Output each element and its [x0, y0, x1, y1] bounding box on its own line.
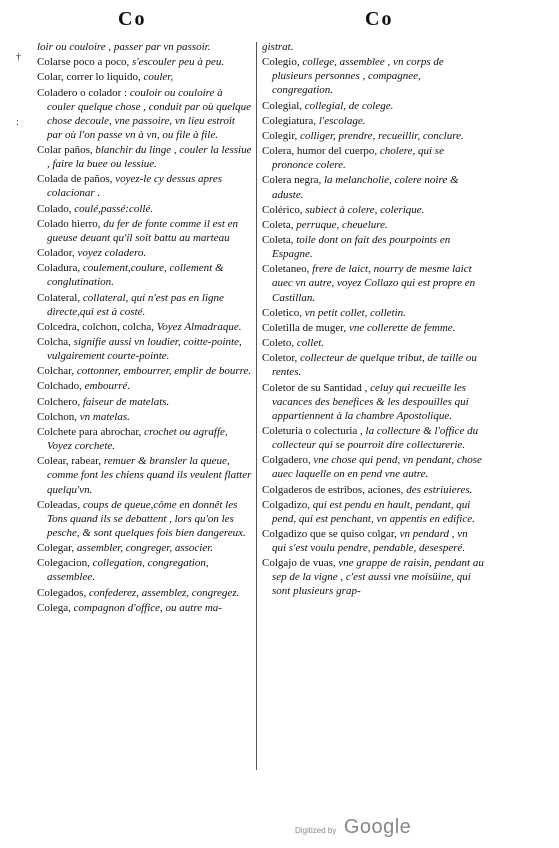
entry-headword: Colegar,	[37, 542, 77, 555]
dictionary-entry	[37, 217, 252, 245]
entry-headword: Colegio,	[262, 56, 303, 69]
entry-translation: Voyez Almadraque.	[156, 320, 242, 333]
entry-headword: Coleto,	[262, 337, 297, 350]
entry-headword: Coletilla de muger,	[262, 321, 349, 334]
dictionary-entry	[37, 261, 252, 289]
entry-headword: Coladura,	[37, 262, 83, 275]
dictionary-entry	[262, 381, 484, 423]
running-head-left: Co	[118, 8, 147, 30]
dictionary-entry	[262, 336, 484, 350]
entry-translation: colliger, prendre, recueillir, conclure.	[300, 129, 464, 142]
entry-headword: Colado,	[37, 202, 75, 215]
entry-translation: vn petit collet, colletin.	[304, 306, 406, 319]
dictionary-entry	[37, 454, 252, 496]
entry-translation: vne grappe de raisin, pendant au sep de la vigne , c'est aussi vne moisüine, qui sont plusieurs grap-	[272, 557, 484, 598]
entry-headword: Colador,	[37, 247, 78, 260]
dictionary-entry	[37, 143, 252, 171]
dictionary-entry	[262, 527, 484, 555]
dictionary-entry	[262, 351, 484, 379]
dictionary-entry	[262, 40, 484, 54]
entry-headword: Colchar,	[37, 365, 77, 378]
entry-headword: Coleta,	[262, 234, 297, 247]
entry-headword: Colchon,	[37, 410, 80, 423]
entry-translation: college, assemblee , vn corps de plusieurs personnes , compagnee, congregation.	[272, 56, 444, 97]
dictionary-entry	[37, 55, 252, 69]
entry-translation: embourré.	[84, 380, 131, 393]
dictionary-entry	[37, 320, 252, 334]
dictionary-entry	[37, 172, 252, 200]
entry-headword: Colateral,	[37, 291, 83, 304]
dictionary-entry	[262, 144, 484, 172]
entry-headword: Coletor,	[262, 352, 301, 365]
entry-translation: collet.	[296, 337, 325, 350]
digitized-footer	[295, 816, 411, 839]
dictionary-entry	[262, 218, 484, 232]
column-rule	[256, 42, 257, 770]
dictionary-entry	[262, 173, 484, 201]
dictionary-entry	[262, 453, 484, 481]
entry-translation: voyez coladero.	[77, 247, 147, 260]
entry-headword: Coleturia o colecturia ,	[262, 424, 366, 437]
entry-translation: faiseur de matelats.	[82, 395, 170, 408]
entry-translation: s'escouler peu à peu.	[132, 56, 225, 69]
entry-headword: Colcedra, colchon, colcha,	[37, 320, 157, 333]
entry-headword: Colgadero,	[262, 454, 314, 467]
dictionary-entry	[37, 70, 252, 84]
entry-headword: Colarse poco a poco,	[37, 56, 132, 69]
entry-headword: Colear, rabear,	[37, 455, 104, 468]
entry-translation: blanchir du linge , couler la lessiue , faire la buee ou lessiue.	[47, 144, 252, 171]
entry-headword: Coletico,	[262, 306, 305, 319]
entry-translation: collegial, de colege.	[304, 99, 394, 112]
entry-translation: vn pendard , vn qui s'est voulu pendre, pendable, desesperé.	[272, 527, 468, 555]
entry-translation: crochet ou agraffe, Voyez corchete.	[47, 426, 228, 453]
entry-translation: qui est pendu en hault, pendant, qui pend, qui est penchant, vn appentis en edifice.	[272, 498, 475, 525]
entry-headword: Colegados,	[37, 586, 89, 599]
dictionary-entry	[262, 114, 484, 128]
entry-headword: Colegacion,	[37, 557, 93, 570]
entry-headword: Colgadizo que se quiso colgar,	[262, 527, 400, 540]
entry-translation: cholere, qui se prononce colere.	[272, 145, 444, 172]
entry-translation: remuer & bransler la queue, comme font les chiens quand ils veulent flatter quelqu'vn.	[47, 455, 252, 496]
dictionary-entry	[37, 246, 252, 260]
dictionary-entry	[262, 483, 484, 497]
entry-translation: toile dont on fait des pourpoints en Espagne.	[272, 234, 451, 261]
dictionary-entry	[37, 291, 252, 319]
dictionary-entry	[37, 379, 252, 393]
entry-headword: Colegir,	[262, 129, 301, 142]
entry-translation: celuy qui recueille les vacances des benefices & les despouilles qui appartiennent à la chambre Apostolique.	[272, 381, 469, 422]
entry-translation: couloir ou couloire à couler quelque chose , conduit par où quelque chose decoule, vne passoire, vn lieu estroit par où l'on passe vn à vn, ou file à file.	[47, 86, 252, 141]
entry-translation: coulement,coulure, collement & conglutination.	[47, 262, 224, 289]
entry-headword: Colegiatura,	[262, 114, 319, 127]
entry-headword: Colcha,	[37, 336, 74, 348]
entry-translation: collateral, qui n'est pas en ligne directe,qui est à costé.	[47, 291, 224, 318]
entry-translation: la melancholie, colere noire & aduste.	[272, 174, 459, 201]
entry-translation: collegation, congregation, assemblee.	[47, 557, 209, 584]
entry-translation: frere de laict, nourry de mesme laict auec vn autre, voyez Collazo qui est propre en Castillan.	[272, 263, 476, 304]
dictionary-entry	[37, 202, 252, 216]
dictionary-entry	[262, 55, 484, 97]
entry-translation: des estriuieres.	[406, 483, 473, 496]
dictionary-entry	[262, 203, 484, 217]
entry-headword: Colchete para abrochar,	[37, 426, 145, 439]
dictionary-entry	[262, 233, 484, 261]
dictionary-entry	[262, 306, 484, 320]
entry-translation: signifie aussi vn loudier, coitte-pointe, vulgairement courte-pointe.	[47, 336, 242, 363]
entry-translation: loir ou couloire , passer par vn passoir.	[37, 41, 211, 53]
dictionary-entry	[262, 498, 484, 526]
entry-headword: Coleta,	[262, 218, 297, 231]
entry-headword: Colera, humor del cuerpo,	[262, 145, 380, 158]
dictionary-entry	[37, 601, 252, 615]
dictionary-entry	[37, 498, 252, 540]
dictionary-entry	[262, 262, 484, 304]
entry-translation: gistrat.	[262, 41, 294, 53]
entry-translation: assembler, congreger, associer.	[76, 542, 214, 555]
entry-translation: collecteur de quelque tribut, de taille ou rentes.	[272, 352, 477, 379]
right-column	[262, 40, 484, 600]
google-logo: Google	[343, 816, 412, 838]
margin-mark: †	[16, 52, 21, 63]
entry-translation: l'escolage.	[318, 114, 366, 127]
entry-translation: vn matelas.	[79, 410, 130, 423]
entry-headword: Colega,	[37, 601, 74, 614]
entry-headword: Colar paños,	[37, 144, 96, 157]
entry-translation: cottonner, embourrer, emplir de bourre.	[76, 365, 252, 378]
entry-headword: Colada de paños,	[37, 173, 116, 186]
digitized-label: Digitized by	[295, 826, 337, 835]
entry-translation: subiect à colere, colerique.	[305, 203, 425, 216]
entry-headword: Coladero o colador :	[37, 86, 130, 99]
entry-headword: Colegial,	[262, 99, 305, 112]
entry-translation: coups de queue,côme en donnêt les Tons quand ils se debattent , lors qu'on les pesche, & sont quelques fois bien dangereux.	[47, 498, 246, 539]
dictionary-entry	[37, 395, 252, 409]
dictionary-entry	[37, 425, 252, 453]
dictionary-entry	[37, 335, 252, 363]
dictionary-entry	[37, 410, 252, 424]
dictionary-entry	[262, 99, 484, 113]
running-head-right: Co	[365, 8, 394, 30]
entry-headword: Colérico,	[262, 203, 306, 216]
entry-headword: Colchero,	[37, 395, 83, 408]
dictionary-entry	[37, 556, 252, 584]
dictionary-entry	[262, 129, 484, 143]
dictionary-entry	[262, 556, 484, 598]
entry-translation: couler,	[143, 71, 174, 84]
entry-translation: coulé,passé:collé.	[74, 202, 154, 215]
entry-translation: vne collerette de femme.	[348, 321, 456, 334]
dictionary-entry	[37, 364, 252, 378]
entry-translation: confederez, assemblez, congregez.	[88, 586, 240, 599]
entry-translation: compagnon d'office, ou autre ma-	[73, 601, 222, 614]
dictionary-entry	[37, 40, 252, 54]
entry-headword: Colera negra,	[262, 174, 324, 187]
entry-headword: Colado hierro,	[37, 217, 104, 230]
dictionary-entry	[37, 86, 252, 142]
entry-translation: perruque, cheuelure.	[296, 218, 388, 231]
margin-mark: :	[16, 117, 19, 128]
entry-headword: Colgajo de vuas,	[262, 557, 339, 570]
dictionary-entry	[37, 586, 252, 600]
entry-headword: Colar, correr lo liquido,	[37, 71, 144, 84]
entry-headword: Coleadas,	[37, 498, 83, 511]
dictionary-entry	[262, 424, 484, 452]
entry-translation: du fer de fonte comme il est en gueuse deuant qu'il soit battu au marteau	[47, 217, 239, 244]
entry-headword: Colchado,	[37, 380, 85, 393]
entry-headword: Colgadizo,	[262, 498, 313, 511]
entry-headword: Colgaderos de estribos, aciones,	[262, 483, 407, 496]
dictionary-entry	[37, 541, 252, 555]
entry-translation: la collecture & l'office du collecteur qui se pourroit dire collecturerie.	[272, 424, 479, 452]
dictionary-entry	[262, 321, 484, 335]
entry-translation: voyez-le cy dessus apres colacionar .	[47, 173, 223, 200]
left-column	[37, 40, 252, 616]
entry-translation: vne chose qui pend, vn pendant, chose auec laquelle on en pend vne autre.	[272, 454, 482, 481]
entry-headword: Coletaneo,	[262, 263, 313, 276]
entry-headword: Coletor de su Santidad ,	[262, 381, 371, 394]
